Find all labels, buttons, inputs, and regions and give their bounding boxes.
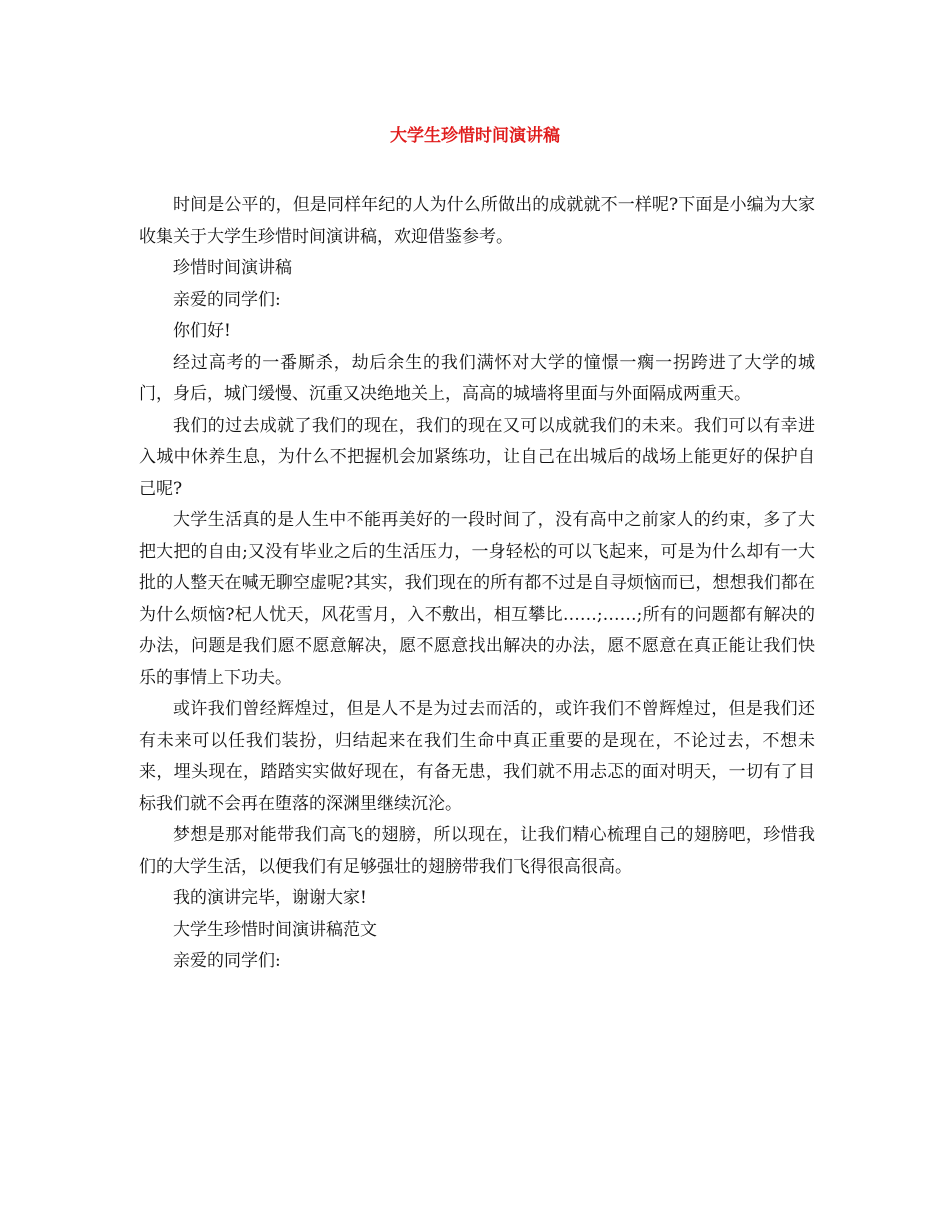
paragraph-greeting: 你们好!: [173, 321, 231, 341]
paragraph-subtitle: 珍惜时间演讲稿: [173, 258, 292, 278]
paragraph-body: 大学生活真的是人生中不能再美好的一段时间了，没有高中之前家人的约束，多了大把大把的自由;又没有毕业之后的生活压力，一身轻松的可以飞起来，可是为什么却有一大批的人整天在喊无聊空虚呢?其实，我们现在的所有都不过是自寻烦恼而已，想想我们都在为什么烦恼?杞人忧天，风花雪月，入不敷出，相互攀比……;……;所有的问题都有解决的办法，问题是我们愿不愿意解决，愿不愿意找出解决的办法，愿不愿意在真正能让我们快乐的事情上下功夫。: [139, 510, 815, 688]
paragraph-body: 或许我们曾经辉煌过，但是人不是为过去而活的，或许我们不曾辉煌过，但是我们还有未来可以任我们装扮，归结起来在我们生命中真正重要的是现在，不论过去，不想未来，埋头现在，踏踏实实做好现在，有备无患，我们就不用忐忑的面对明天，一切有了目标我们就不会再在堕落的深渊里继续沉沦。: [139, 699, 815, 814]
document-title: 大学生珍惜时间演讲稿: [390, 126, 560, 146]
paragraph-body: 梦想是那对能带我们高飞的翅膀，所以现在，让我们精心梳理自己的翅膀吧，珍惜我们的大学生活，以便我们有足够强壮的翅膀带我们飞得很高很高。: [139, 825, 815, 877]
paragraph-body: 我们的过去成就了我们的现在，我们的现在又可以成就我们的未来。我们可以有幸进入城中休养生息，为什么不把握机会加紧练功，让自己在出城后的战场上能更好的保护自己呢?: [139, 415, 815, 499]
paragraph-salutation: 亲爱的同学们:: [173, 951, 281, 971]
paragraph-body: 经过高考的一番厮杀，劫后余生的我们满怀对大学的憧憬一瘸一拐跨进了大学的城门，身后，城门缓慢、沉重又决绝地关上，高高的城墙将里面与外面隔成两重天。: [139, 352, 815, 404]
paragraph-closing: 我的演讲完毕，谢谢大家!: [173, 888, 367, 908]
paragraph-salutation: 亲爱的同学们:: [173, 289, 281, 310]
paragraph-intro: 时间是公平的，但是同样年纪的人为什么所做出的成就就不一样呢?下面是小编为大家收集关于大学生珍惜时间演讲稿，欢迎借鉴参考。: [139, 195, 815, 247]
paragraph-section-heading: 大学生珍惜时间演讲稿范文: [173, 919, 377, 940]
document-body: [139, 190, 815, 978]
